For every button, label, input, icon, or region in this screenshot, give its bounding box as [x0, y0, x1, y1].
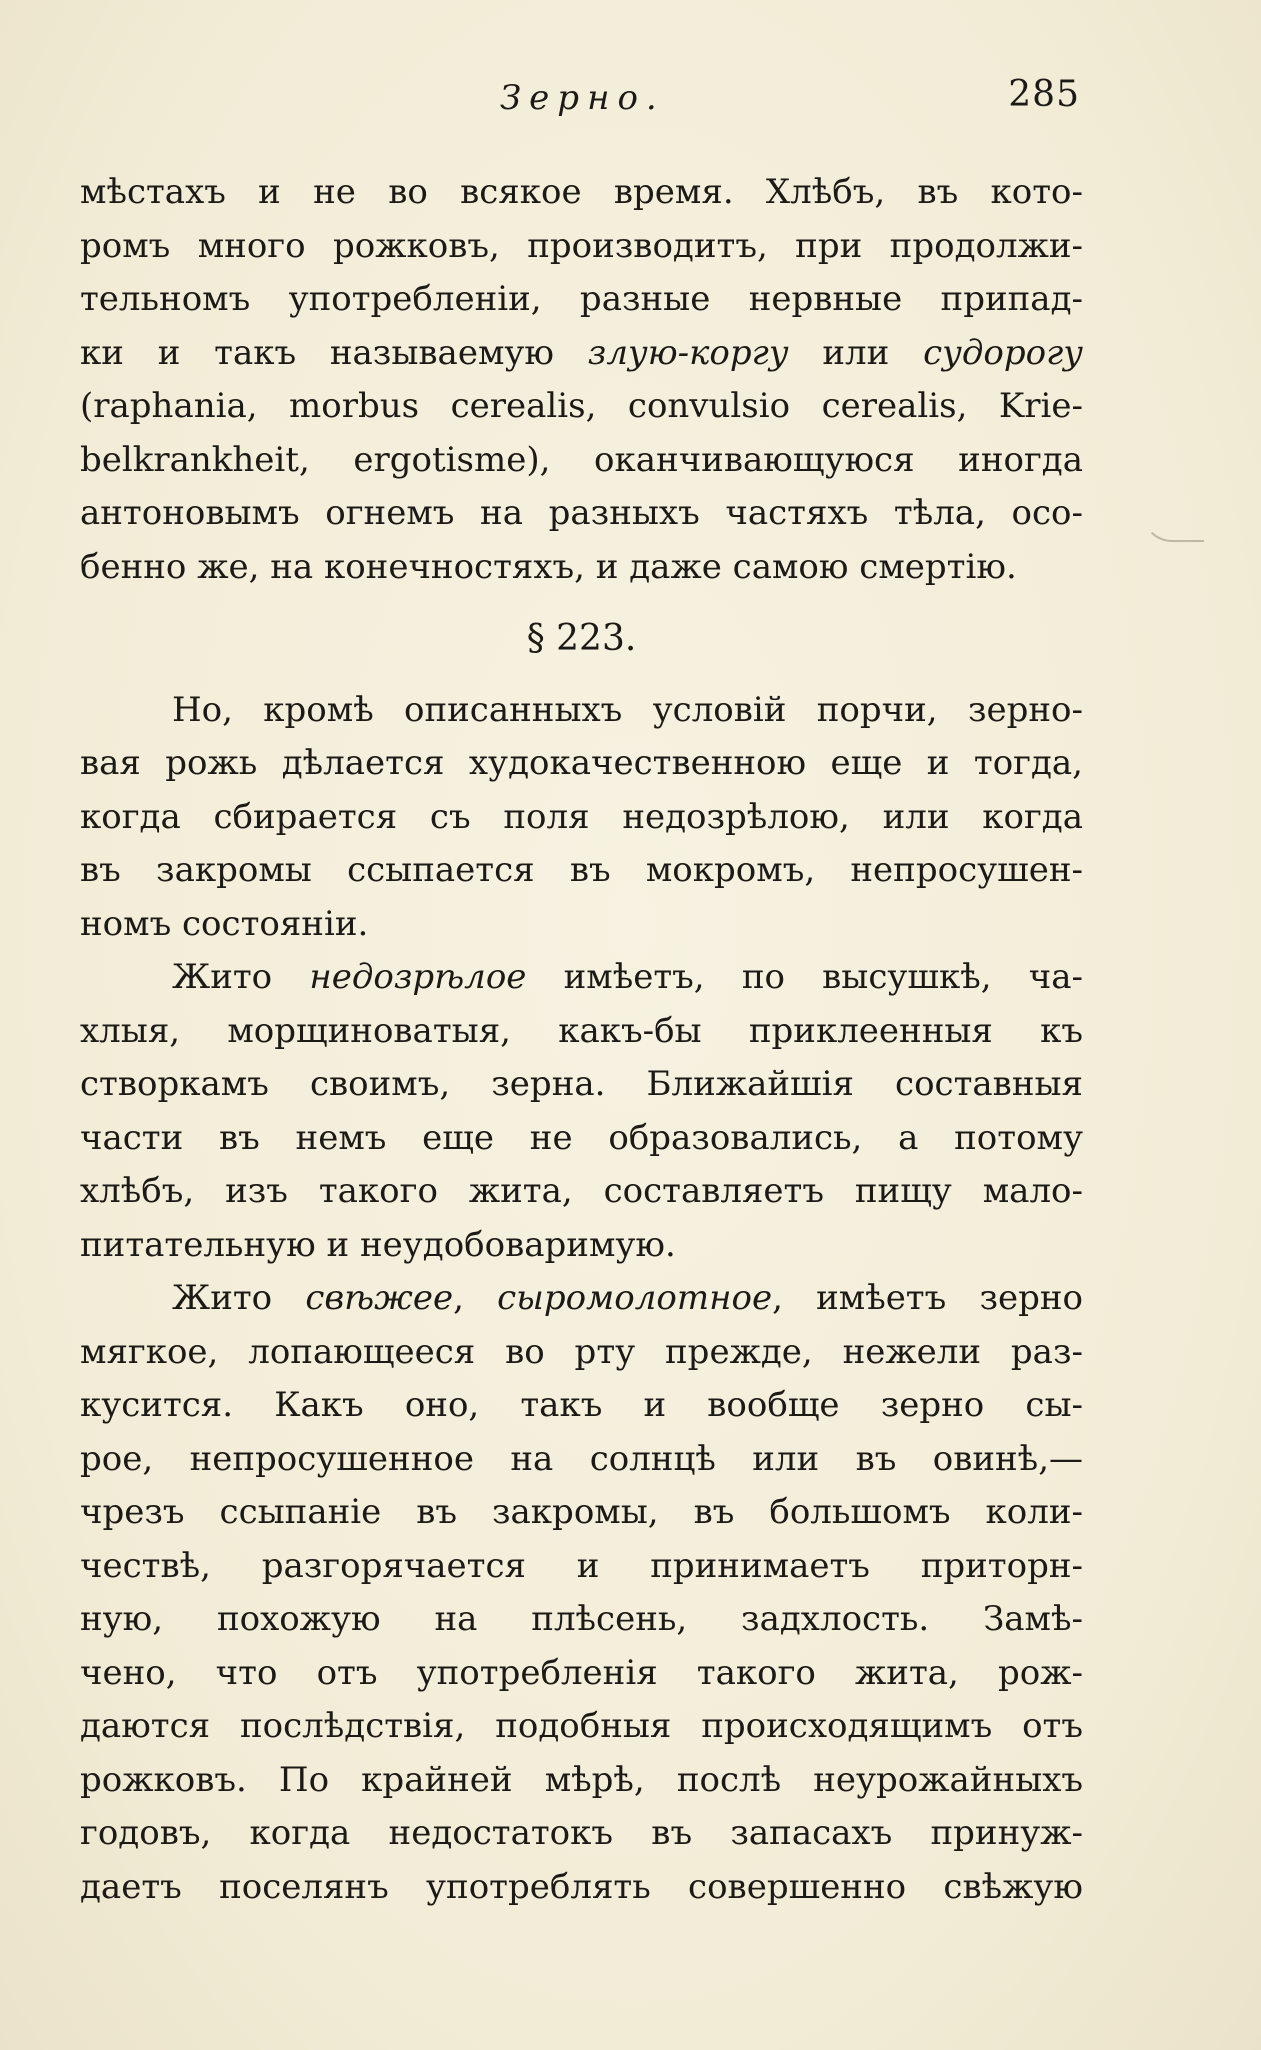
text-line: номъ состояніи.	[80, 903, 369, 944]
text-line: belkrankheit, ergotisme), оканчивающуюся иногда	[80, 439, 1083, 480]
body-text	[80, 166, 1083, 1914]
text-line: даются послѣдствія, подобныя происходящимъ отъ	[80, 1706, 1083, 1746]
text-line: хлѣбъ, изъ такого жита, составляетъ пищу мало-	[80, 1171, 1083, 1211]
text-line: части въ немъ еще не образовались, а потому	[80, 1117, 1083, 1158]
running-title: Зерно.	[500, 78, 665, 118]
text-line: чено, что отъ употребленія такого жита, рож-	[80, 1652, 1083, 1693]
text-line: чрезъ ссыпаніе въ закромы, въ большомъ коли-	[80, 1492, 1083, 1532]
text-line: годовъ, когда недостатокъ въ запасахъ принуж-	[80, 1813, 1083, 1853]
text-line	[80, 951, 1083, 1005]
text-line: ную, похожую на плѣсень, задхлость. Замѣ-	[80, 1599, 1083, 1639]
text-line: когда сбирается съ поля недозрѣлою, или когда	[80, 796, 1083, 837]
text-run: Жито	[172, 957, 310, 997]
text-line: даетъ поселянъ употреблять совершенно свѣжую	[80, 1866, 1083, 1907]
italic-term-nedozreloe: недозрѣлое	[309, 957, 527, 997]
text-run: Жито	[172, 1278, 306, 1318]
text-line: мѣстахъ и не во всякое время. Хлѣбъ, въ кото-	[80, 172, 1083, 212]
text-run: ки и такъ называемую	[80, 332, 588, 373]
page-number: 285	[1008, 74, 1080, 115]
text-line: рожковъ. По крайней мѣрѣ, послѣ неурожайныхъ	[80, 1759, 1083, 1800]
text-run: или	[788, 332, 924, 373]
text-line	[80, 1272, 1083, 1326]
text-run: , имѣетъ зерно	[772, 1278, 1084, 1318]
text-line: мягкое, лопающееся во рту прежде, нежели раз-	[80, 1331, 1083, 1372]
italic-term-syromolotnoe: сыромолотное	[497, 1278, 773, 1318]
text-line: тельномъ употребленіи, разные нервные припад-	[80, 279, 1083, 319]
margin-mark	[1142, 500, 1204, 542]
text-line: створкамъ своимъ, зерна. Ближайшія составныя	[80, 1064, 1083, 1104]
text-line	[80, 327, 1083, 381]
text-line: (raphania, morbus cerealis, convulsio cerealis, Krie-	[80, 386, 1083, 426]
italic-term-sudorogu: судорогу	[923, 332, 1083, 373]
text-line: Но, кромѣ описанныхъ условій порчи, зерно-	[172, 689, 1083, 730]
text-line: хлыя, морщиноватыя, какъ-бы приклеенныя къ	[80, 1010, 1083, 1051]
text-line: чествѣ, разгорячается и принимаетъ приторн-	[80, 1545, 1083, 1586]
text-line: антоновымъ огнемъ на разныхъ частяхъ тѣла, осо-	[80, 493, 1083, 533]
text-line: бенно же, на конечностяхъ, и даже самою смертію.	[80, 546, 1017, 587]
text-line: рое, непросушенное на солнцѣ или въ овинѣ,—	[80, 1438, 1083, 1479]
running-head	[80, 74, 1080, 138]
text-line: кусится. Какъ оно, такъ и вообще зерно сы-	[80, 1385, 1083, 1425]
text-line: вая рожь дѣлается худокачественною еще и тогда,	[80, 743, 1083, 783]
section-heading: § 223.	[526, 618, 637, 659]
text-line: питательную и неудобоваримую.	[80, 1224, 676, 1265]
text-line: ромъ много рожковъ, производитъ, при продолжи-	[80, 225, 1083, 266]
italic-term-svezhee: свѣжее	[305, 1278, 454, 1318]
italic-term-zluyu-korgu: злую-коргу	[587, 332, 789, 373]
text-run: ,	[453, 1278, 498, 1318]
text-line: въ закромы ссыпается въ мокромъ, непросушен-	[80, 850, 1083, 890]
text-run: имѣетъ, по высушкѣ, ча-	[526, 957, 1083, 997]
